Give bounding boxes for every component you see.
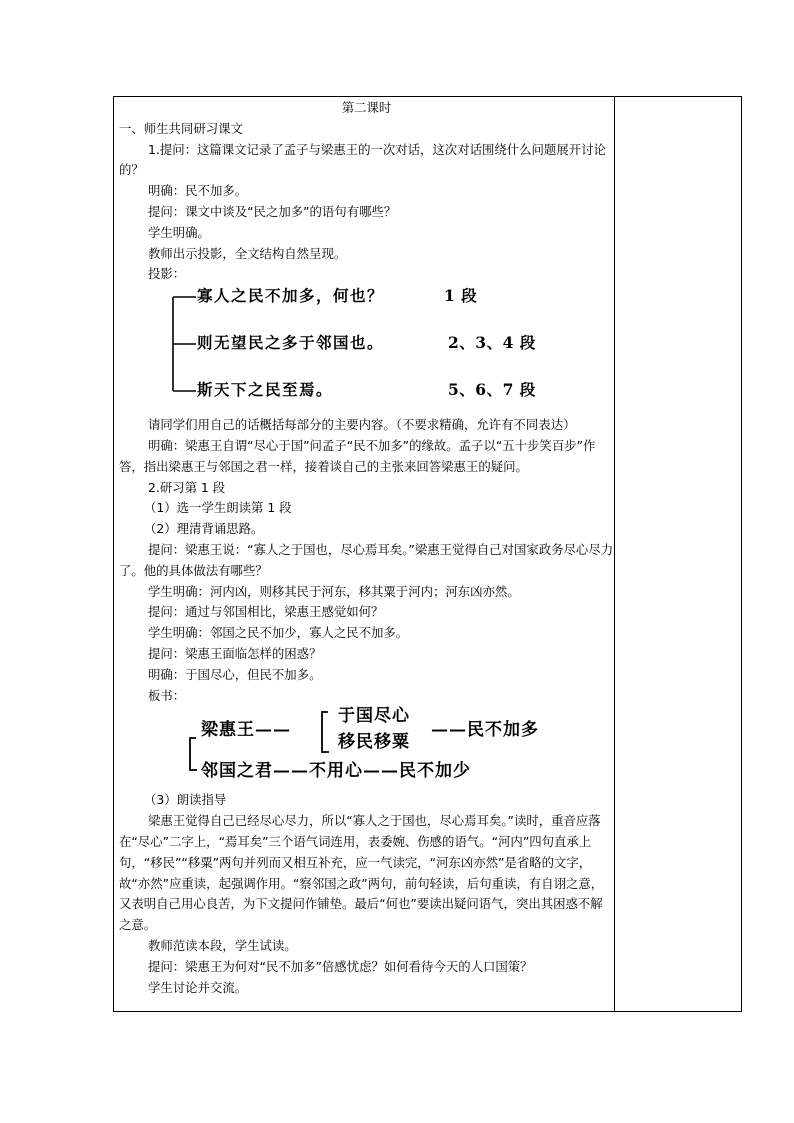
projection-line-1: 寡人之民不加多，何也？ [197,286,385,306]
table-column-divider [614,96,615,1012]
student-line-1: 学生明确。 [148,224,210,240]
lesson-content [119,98,614,998]
summary-answer: 明确：梁惠王自谓“尽心于国”问孟子“民不加多”的缘故。孟子以“五十步笑百步”作答，指出梁惠王与邻国之君一样，接着谈自己的主张来回答梁惠王的疑问。 [119,437,596,474]
answer-4: 学生明确：邻国之民不加少，寡人之民不加多。 [148,625,409,641]
board-branch-2: 移民移粟 [338,732,410,753]
student-line-3: 学生讨论并交流。 [148,979,248,995]
question-2: 提问：课文中谈及“民之加多”的语句有哪些？ [148,203,397,219]
summary-prompt: 请同学们用自己的话概括每部分的主要内容。（不要求精确，允许有不同表达） [148,417,576,433]
question-5: 提问：梁惠王面临怎样的困惑？ [148,645,322,661]
board-result-1: ——民不加多 [431,720,539,741]
question-6: 提问：梁惠王为何对“民不加多”倍感忧虑？如何看待今天的人口国策？ [148,958,533,974]
reading-guide: 梁惠王觉得自己已经尽心尽力，所以“寡人之于国也，尽心焉耳矣。”读时，重音应落在“尽心”二字上，“焉耳矣”三个语气词连用，表委婉、伤感的语气。“河内”四句直承上句，“移民”“移粟”两句并列而又相互补充，应一气读完，“河东凶亦然”是省略的文字，故“亦然”应重读，起强调作用。“察邻国之政”两句，前句轻读，后句重读，有自诩之意，又表明自己用心良苦，为下文提问作铺垫。最后“何也”要读出疑问语气，突出其困惑不解之意。 [119,813,604,933]
teacher-line-2: 教师范读本段，学生试读。 [148,937,297,953]
question-4: 提问：通过与邻国相比，梁惠王感觉如何？ [148,604,384,620]
projection-para-1: 1 段 [444,286,478,306]
projection-label: 投影： [148,266,186,282]
board-label: 板书： [148,687,186,703]
step-2-2: （2）理清背诵思路。 [144,521,264,537]
answer-3: 学生明确：河内凶，则移其民于河东，移其粟于河内；河东凶亦然。 [148,583,520,599]
projection-line-2: 则无望民之多于邻国也。 [197,333,385,353]
board-diagram [119,706,614,790]
projection-para-2: 2、3、4 段 [448,333,536,353]
teacher-line-1: 教师出示投影，全文结构自然呈现。 [148,245,347,261]
board-neighbor: 邻国之君——不用心——民不加少 [201,761,471,782]
board-king: 梁惠王—— [201,720,291,741]
step-2-1: （1）选一学生朗读第 1 段 [144,500,292,516]
step-2-heading: 2.研习第 1 段 [148,479,226,495]
answer-5: 明确：于国尽心，但民不加多。 [148,666,322,682]
board-branch-1: 于国尽心 [338,706,410,727]
projection-line-3: 斯天下之民至焉。 [197,380,334,400]
answer-1: 明确：民不加多。 [148,183,248,199]
question-1: 1.提问：这篇课文记录了孟子与梁惠王的一次对话，这次对话围绕什么问题展开讨论的？ [119,141,606,178]
section-heading: 一、师生共同研习课文 [119,120,243,136]
question-3: 提问：梁惠王说：“寡人之于国也，尽心焉耳矣。”梁惠王觉得自己对国家政务尽心尽力了。他的具体做法有哪些？ [119,541,614,578]
projection-diagram [119,285,614,415]
lesson-title: 第二课时 [341,100,392,115]
projection-para-3: 5、6、7 段 [448,380,536,400]
step-2-3: （3）朗读指导 [144,792,227,808]
